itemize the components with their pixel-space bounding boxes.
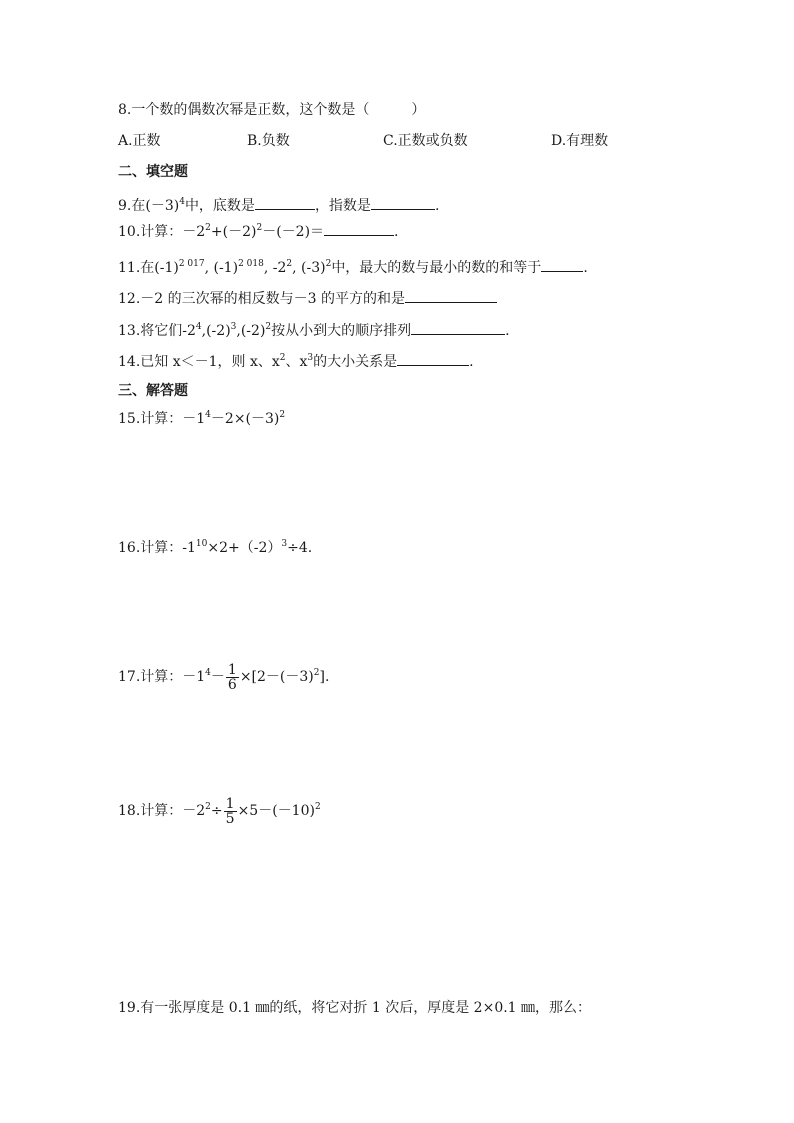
- question-10: 10.计算：$-2^2+(-2)^2-(-2)=$ .: [118, 220, 399, 242]
- question-11: 11.在$(-1)^{2 017}$, $(-1)^{2 018}$, $-2^2$, $(-3)^2$中，最大的数与最小的数的和等于 .: [118, 256, 588, 278]
- question-13: 13.将它们$-2^4,(-2)^3,(-2)^2$按从小到大的顺序排列 .: [118, 319, 510, 341]
- question-15: 15.计算：$-1^4-2\times(-3)^2$: [118, 410, 286, 427]
- question-8-stem: 8.一个数的偶数次幂是正数，这个数是（ ）: [118, 102, 426, 118]
- section-answer-title: 三、解答题: [118, 383, 188, 399]
- option-c: C.正数或负数: [383, 133, 468, 149]
- question-18: 18.计算：$-2^2\div$ $\frac{1}{5}$ $\times 5-(-10)^2$: [118, 795, 321, 827]
- answer-blank[interactable]: [324, 220, 394, 236]
- question-9: 9.在$(-3)^4$中，底数是 ，指数是 .: [118, 194, 439, 216]
- answer-blank[interactable]: [411, 319, 505, 335]
- question-12: 12.－2 的三次幂的相反数与－3 的平方的和是: [118, 287, 497, 309]
- option-d: D.有理数: [551, 133, 609, 149]
- answer-blank[interactable]: [397, 350, 469, 366]
- answer-blank[interactable]: [405, 287, 497, 303]
- question-19: 19.有一张厚度是 0.1 ㎜的纸，将它对折 1 次后，厚度是 2×0.1 ㎜，那么：: [118, 1000, 592, 1016]
- option-b: B.负数: [247, 133, 290, 149]
- question-16: 16.计算：$-1^{10}\times 2+(-2)^3\div 4$.: [118, 539, 313, 556]
- section-fill-in-title: 二、填空题: [118, 164, 188, 180]
- question-17: 17.计算：$-1^4-$ $\frac{1}{6}$ $\times[2-(-3)^2]$.: [118, 661, 330, 693]
- answer-blank[interactable]: [255, 194, 315, 210]
- question-14: 14.已知 x＜－1，则 x、$x^2$、$x^3$的大小关系是 .: [118, 350, 474, 372]
- answer-blank[interactable]: [541, 256, 583, 272]
- option-a: A.正数: [118, 133, 161, 149]
- question-8-options: [118, 131, 678, 151]
- fraction: $\frac{1}{5}$: [225, 795, 235, 827]
- fraction: $\frac{1}{6}$: [227, 661, 237, 693]
- answer-blank[interactable]: [371, 194, 435, 210]
